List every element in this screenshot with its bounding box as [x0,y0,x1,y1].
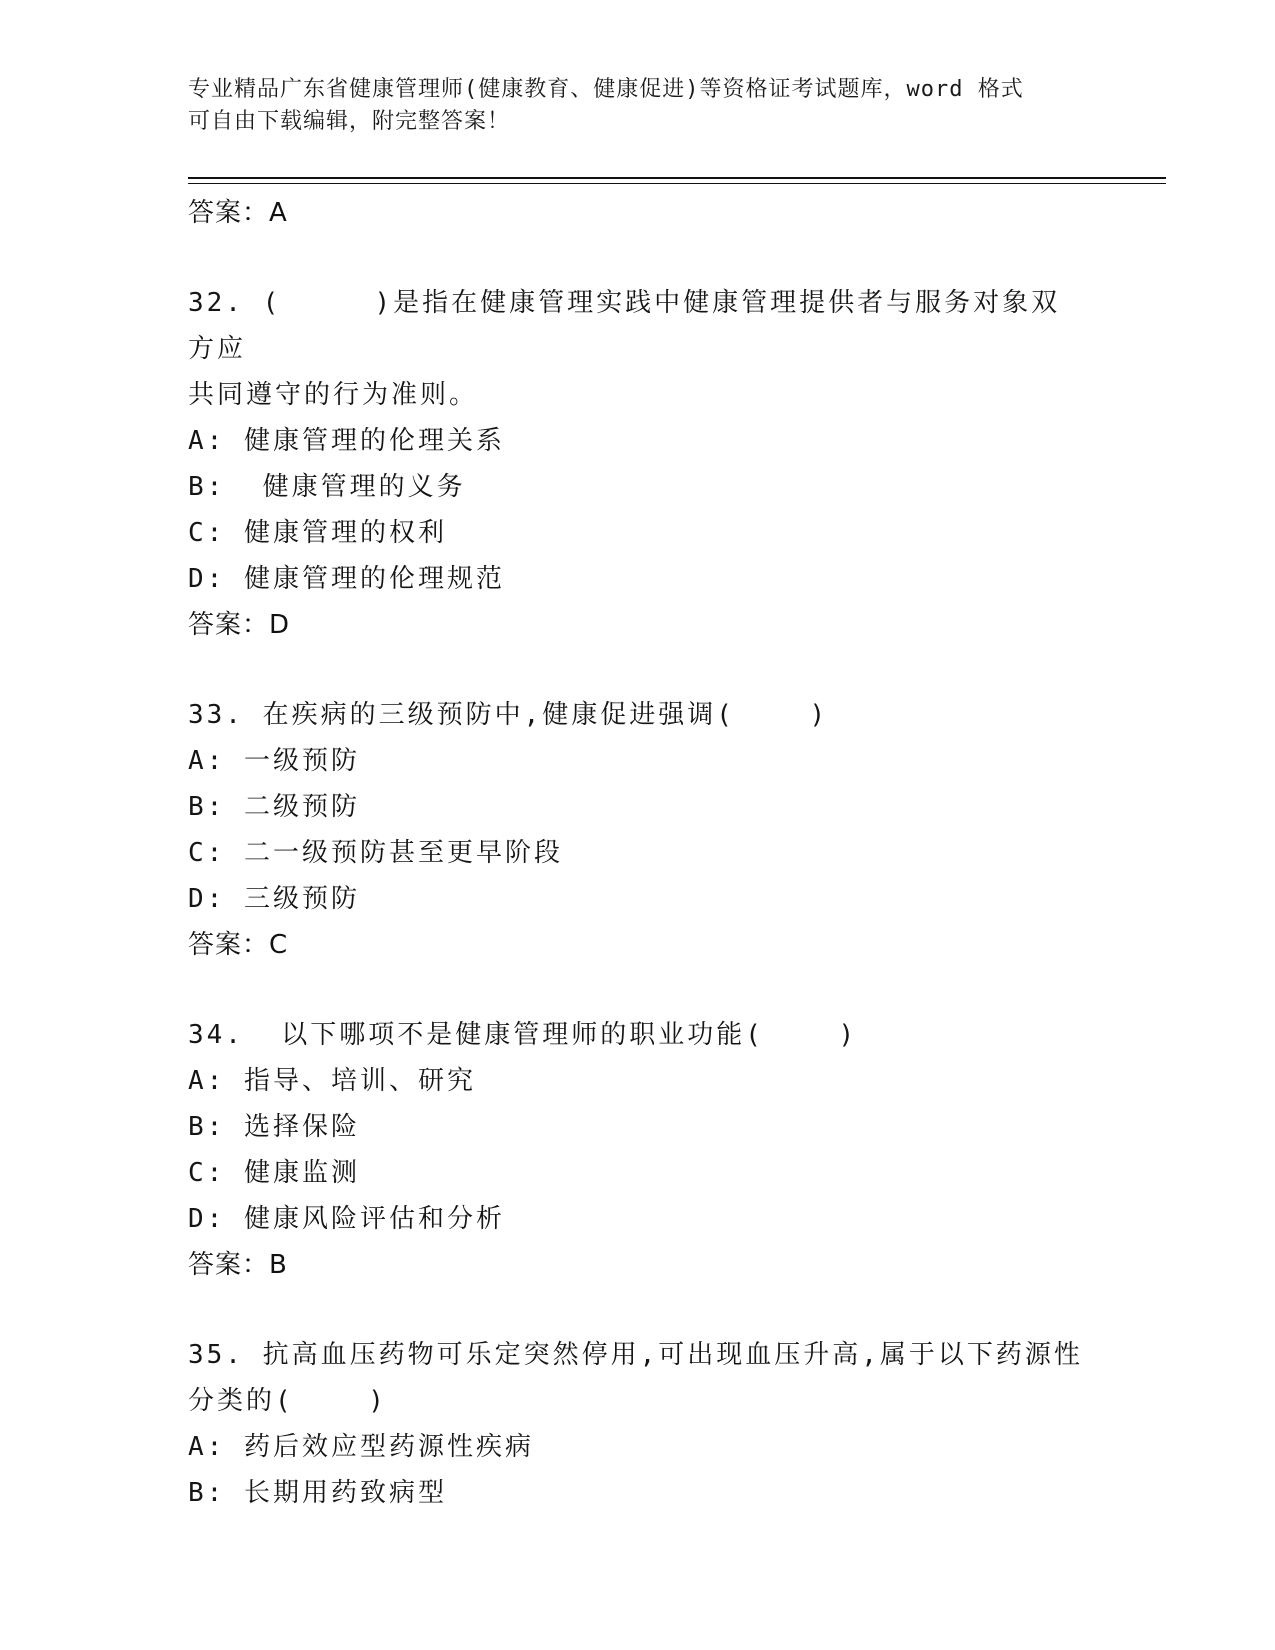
option-b: B: 二级预防 [188,792,360,822]
header-divider-thin [188,183,1166,184]
option-b: B: 健康管理的义务 [188,472,466,502]
option-c: C: 健康管理的权利 [188,518,447,548]
option-d: D: 健康风险评估和分析 [188,1204,505,1234]
answer-line: 答案：C [188,930,289,960]
option-a: A: 指导、培训、研究 [188,1066,476,1096]
option-d: D: 健康管理的伦理规范 [188,564,505,594]
option-a: A: 健康管理的伦理关系 [188,426,505,456]
option-a: A: 药后效应型药源性疾病 [188,1432,534,1462]
question-32 [188,280,1088,648]
question-33 [188,692,1088,968]
header-divider-thick [188,177,1166,179]
question-35 [188,1332,1088,1516]
question-34 [188,1012,1088,1288]
option-b: B: 选择保险 [188,1112,360,1142]
answer-line: 答案：D [188,610,291,640]
answer-line: 答案：B [188,1250,288,1280]
option-c: C: 健康监测 [188,1158,360,1188]
question-stem-line: 分类的( ) [188,1386,387,1416]
option-c: C: 二一级预防甚至更早阶段 [188,838,563,868]
question-stem-line: 35. 抗高血压药物可乐定突然停用,可出现血压升高,属于以下药源性 [188,1340,1083,1370]
option-a: A: 一级预防 [188,746,360,776]
option-b: B: 长期用药致病型 [188,1478,447,1508]
question-stem-line: 32. ( )是指在健康管理实践中健康管理提供者与服务对象双方应 [188,288,1061,364]
header-line-2: 可自由下载编辑，附完整答案！ [188,109,511,134]
document-header [188,74,1088,138]
question-stem-line: 共同遵守的行为准则。 [188,380,479,410]
question-stem-line: 34. 以下哪项不是健康管理师的职业功能( ) [188,1020,858,1050]
option-d: D: 三级预防 [188,884,360,914]
question-stem-line: 33. 在疾病的三级预防中,健康促进强调( ) [188,700,829,730]
header-line-1: 专业精品广东省健康管理师(健康教育、健康促进)等资格证考试题库，word 格式 [188,77,1024,102]
answer-line: 答案：A [188,198,288,228]
question-list [188,190,1088,1516]
